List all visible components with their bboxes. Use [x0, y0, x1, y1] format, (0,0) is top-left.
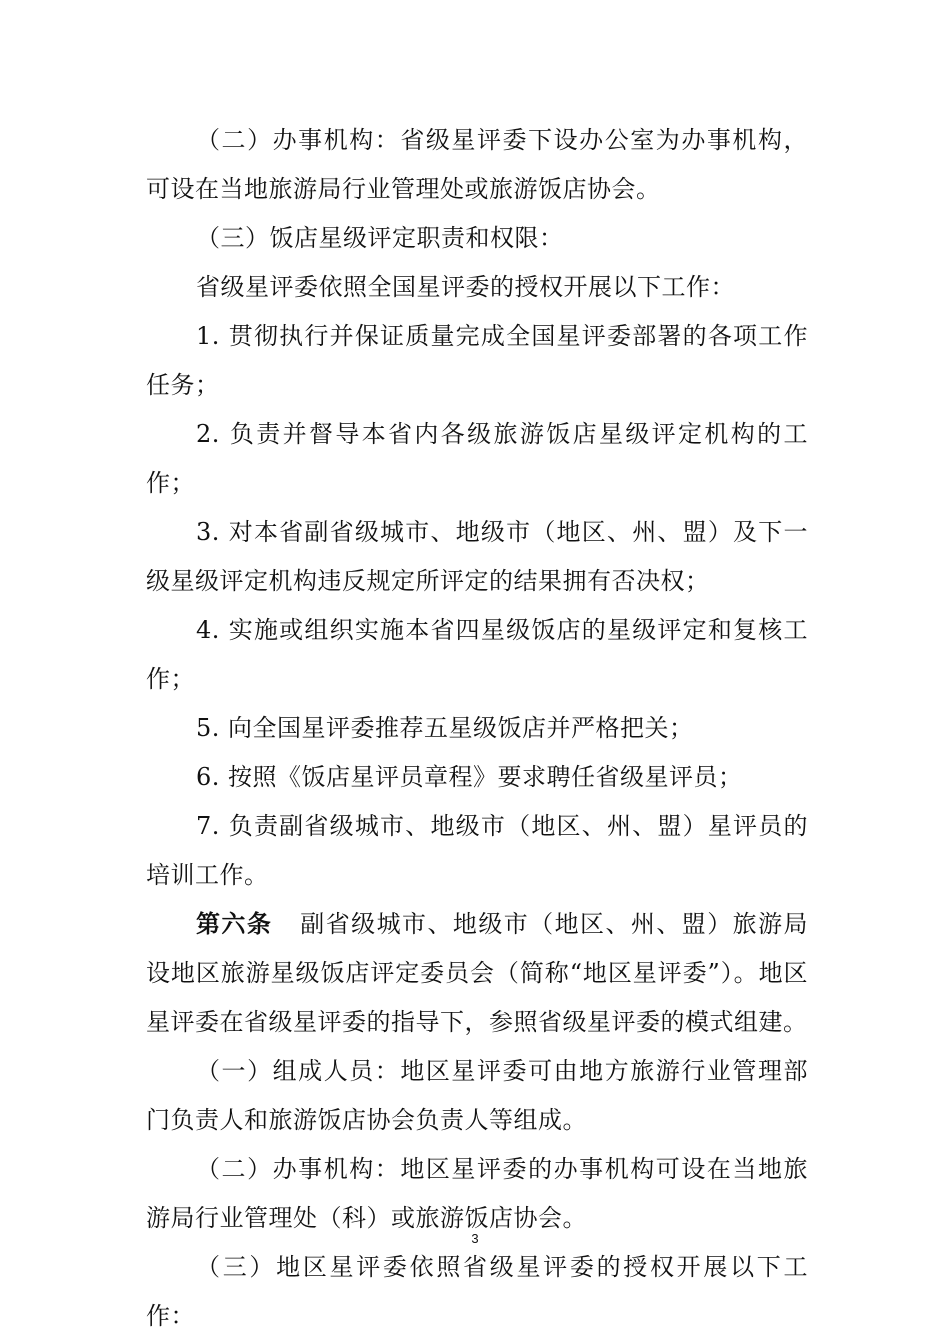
list-item-4: 4. 实施或组织实施本省四星级饭店的星级评定和复核工作； [146, 616, 808, 693]
paragraph-regional-duties: （三）地区星评委依照省级星评委的授权开展以下工作： [146, 1253, 808, 1330]
article-six-heading: 第六条 [196, 910, 273, 938]
list-item-1: 1. 贯彻执行并保证质量完成全国星评委部署的各项工作任务； [146, 322, 808, 399]
paragraph-duties-intro: 省级星评委依照全国星评委的授权开展以下工作： [196, 273, 735, 301]
paragraph-office: （二）办事机构：省级星评委下设办公室为办事机构，可设在当地旅游局行业管理处或旅游饭店协会。 [146, 126, 808, 203]
list-item-3: 3. 对本省副省级城市、地级市（地区、州、盟）及下一级星级评定机构违反规定所评定的结果拥有否决权； [146, 518, 808, 595]
list-item-6: 6. 按照《饭店星评员章程》要求聘任省级星评员； [196, 763, 743, 791]
paragraph-members: （一）组成人员：地区星评委可由地方旅游行业管理部门负责人和旅游饭店协会负责人等组成。 [146, 1057, 808, 1134]
page-number: 3 [471, 1231, 479, 1246]
article-six-body: 副省级城市、地级市（地区、州、盟）旅游局设地区旅游星级饭店评定委员会（简称“地区星评委”）。地区星评委在省级星评委的指导下，参照省级星评委的模式组建。 [146, 910, 808, 1036]
body-text [146, 116, 808, 1341]
list-item-7: 7. 负责副省级城市、地级市（地区、州、盟）星评员的培训工作。 [146, 812, 808, 889]
paragraph-duties-heading: （三）饭店星级评定职责和权限： [196, 224, 564, 252]
article-six [146, 900, 808, 1047]
list-item-5: 5. 向全国星评委推荐五星级饭店并严格把关； [196, 714, 694, 742]
list-item-2: 2. 负责并督导本省内各级旅游饭店星级评定机构的工作； [146, 420, 808, 497]
paragraph-regional-office: （二）办事机构：地区星评委的办事机构可设在当地旅游局行业管理处（科）或旅游饭店协会。 [146, 1155, 808, 1232]
